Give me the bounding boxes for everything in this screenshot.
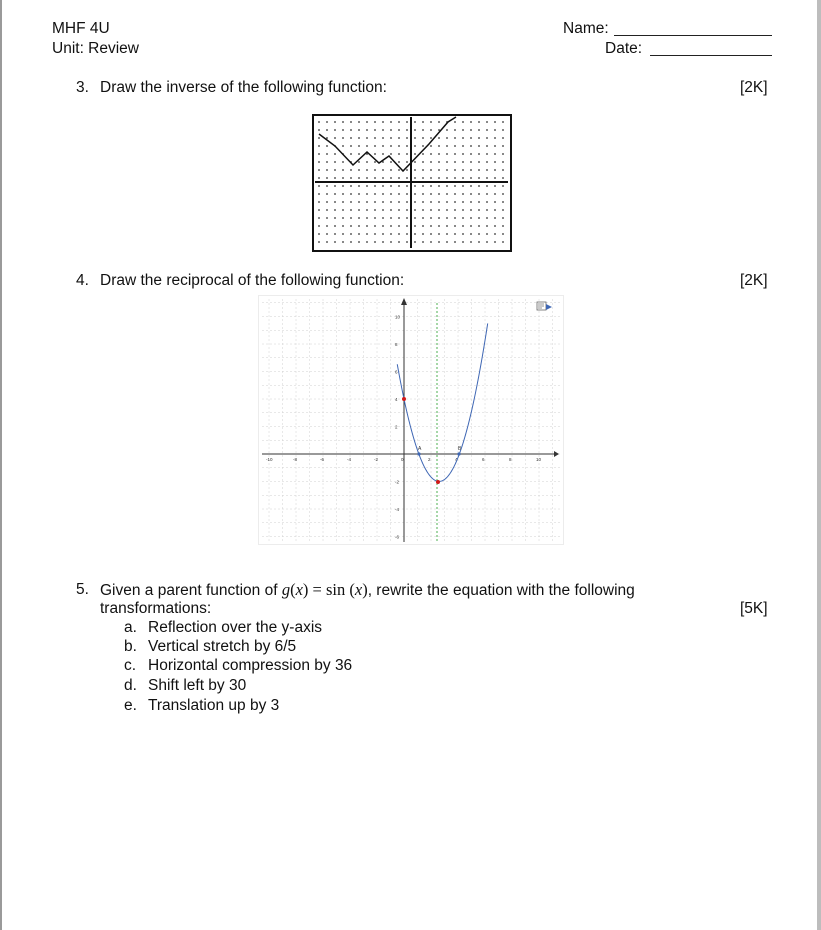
- question-4-marks: [2K]: [740, 272, 768, 289]
- item-a-text: Reflection over the y-axis: [148, 619, 323, 636]
- item-d-letter: d.: [124, 677, 137, 694]
- reciprocal-graph-svg: [258, 295, 564, 545]
- item-c-letter: c.: [124, 657, 137, 674]
- item-a-letter: a.: [124, 619, 137, 636]
- y-tick-label: 10: [395, 314, 401, 320]
- y-tick-label: 8: [395, 342, 398, 347]
- x-tick-label: 6: [482, 457, 485, 462]
- vertex-point: [436, 480, 440, 484]
- item-e-text: Translation up by 3: [148, 697, 280, 714]
- y-tick-label: 4: [395, 397, 398, 402]
- question-5-text: [100, 580, 635, 600]
- root-point-1: [417, 452, 420, 455]
- question-5-marks: [5K]: [740, 600, 768, 617]
- inverse-graph-svg: [312, 114, 512, 252]
- y-tick-label: -4: [395, 507, 400, 512]
- y-tick-label: 6: [395, 369, 398, 375]
- x-tick-label: -10: [266, 457, 273, 462]
- item-b-letter: b.: [124, 638, 137, 655]
- y-intercept-point: [402, 397, 406, 401]
- date-field-line[interactable]: [650, 55, 772, 56]
- x-tick-label: 4: [455, 457, 458, 462]
- x-tick-label: 0: [401, 457, 404, 462]
- item-d-text: Shift left by 30: [148, 677, 247, 694]
- y-tick-label: -6: [395, 534, 400, 540]
- root-label-1: A: [418, 446, 422, 452]
- page-border-left: [0, 0, 2, 930]
- x-tick-label: 8: [509, 457, 512, 462]
- root-point-2: [457, 452, 460, 455]
- x-tick-label: -2: [374, 457, 379, 462]
- question-3-number: 3.: [76, 79, 89, 96]
- x-tick-label: -6: [320, 457, 325, 462]
- question-4-number: 4.: [76, 272, 89, 289]
- item-c-text: Horizontal compression by 36: [148, 657, 353, 674]
- item-e-letter: e.: [124, 697, 137, 714]
- equation: g(x) = sin (x): [281, 580, 368, 599]
- name-label: Name:: [563, 20, 609, 37]
- x-tick-label: -4: [347, 457, 352, 462]
- question-3-text: Draw the inverse of the following function:: [100, 79, 387, 96]
- question-5-text-after: , rewrite the equation with the following: [367, 582, 635, 599]
- x-tick-label: 10: [536, 457, 542, 462]
- y-tick-label: 2: [395, 424, 398, 430]
- unit-title: Unit: Review: [52, 40, 139, 57]
- date-label: Date:: [605, 40, 643, 57]
- question-4-text: Draw the reciprocal of the following function:: [100, 272, 405, 289]
- question-5-number: 5.: [76, 581, 89, 598]
- question-3-marks: [2K]: [740, 79, 768, 96]
- x-tick-label: -8: [293, 457, 298, 462]
- x-tick-label: 2: [428, 457, 431, 462]
- item-b-text: Vertical stretch by 6/5: [148, 638, 297, 655]
- root-label-2: B: [458, 446, 462, 452]
- reciprocal-function-graph: [258, 295, 564, 545]
- inverse-function-graph: [312, 114, 512, 252]
- name-field-line[interactable]: [614, 35, 772, 36]
- question-5-text-before: Given a parent function of: [100, 582, 278, 599]
- course-code: MHF 4U: [52, 20, 110, 37]
- y-tick-label: -2: [395, 479, 400, 485]
- question-5-text-line2: transformations:: [100, 600, 212, 617]
- page-border-right: [817, 0, 821, 930]
